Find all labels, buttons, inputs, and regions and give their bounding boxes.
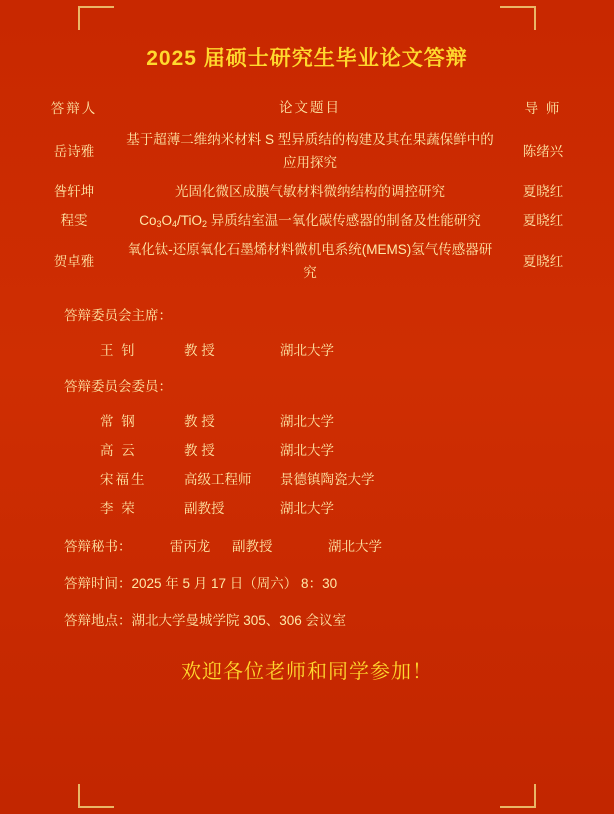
member-name: 高 云 [100,442,137,458]
member-org: 湖北大学 [280,342,334,358]
welcome-message: 欢迎各位老师和同学参加！ [181,660,433,683]
thesis-topic: 光固化微区成膜气敏材料微纳结构的调控研究 [175,183,445,199]
column-header-name: 答辩人 [50,100,98,116]
corner-decoration-bottom-right [500,784,536,808]
member-org: 湖北大学 [280,413,334,429]
defense-time: 答辩时间：2025 年 5 月 17 日（周六） 8：30 [64,575,338,591]
member-org: 湖北大学 [280,442,334,458]
thesis-topic: $Co_3O_4/TiO_2$ 异质结室温一氧化碳传感器的制备及性能研究 [139,212,481,229]
member-org: 湖北大学 [280,500,334,516]
member-title: 教 授 [184,342,215,358]
member-title: 副教授 [184,500,225,516]
table-row [28,236,586,288]
defense-table [28,94,586,288]
table-row [28,207,586,236]
member-title: 高级工程师 [184,471,252,487]
list-item [0,430,614,459]
list-item [0,459,614,488]
corner-decoration-top-left [78,6,114,30]
member-name: 常 钢 [100,413,137,429]
secretary-name: 雷丙龙 [169,538,211,554]
page-title: 2025 届硕士研究生毕业论文答辩 [146,47,468,70]
student-name: 程雯 [60,213,88,229]
advisor-name: 陈绪兴 [522,144,564,160]
table-row [28,126,586,178]
member-title: 教 授 [184,442,215,458]
member-name: 王 钊 [100,342,137,358]
committee-label: 答辩委员会委员： [64,378,172,394]
secretary-title: 副教授 [232,538,273,554]
student-name: 岳诗雅 [53,144,95,160]
table-row [28,178,586,207]
secretary-row [64,535,614,555]
list-item [0,401,614,430]
secretary-org: 湖北大学 [328,538,382,554]
student-name: 昝轩坤 [53,184,95,200]
chair-label: 答辩委员会主席： [64,307,172,323]
member-title: 教 授 [184,413,215,429]
advisor-name: 夏晓红 [522,213,564,229]
column-header-topic: 论文题目 [279,100,341,115]
student-name: 贺卓雅 [53,253,95,269]
advisor-name: 夏晓红 [522,184,564,200]
table-header-row [28,94,586,126]
column-header-advisor: 导 师 [524,100,562,116]
member-name: 宋福生 [100,471,147,487]
list-item [0,488,614,517]
advisor-name: 夏晓红 [522,253,564,269]
corner-decoration-bottom-left [78,784,114,808]
chair-list [0,330,614,359]
defense-place: 答辩地点：湖北大学曼城学院 305、306 会议室 [64,612,347,628]
thesis-topic: 氧化钛-还原氧化石墨烯材料微机电系统(MEMS)氢气传感器研究 [127,241,493,280]
member-org: 景德镇陶瓷大学 [280,471,375,487]
member-name: 李 荣 [100,500,137,516]
secretary-label: 答辩秘书： [64,538,132,554]
committee-list [0,401,614,517]
corner-decoration-top-right [500,6,536,30]
thesis-topic: 基于超薄二维纳米材料 S 型异质结的构建及其在果蔬保鲜中的应用探究 [126,131,494,170]
list-item [0,330,614,359]
